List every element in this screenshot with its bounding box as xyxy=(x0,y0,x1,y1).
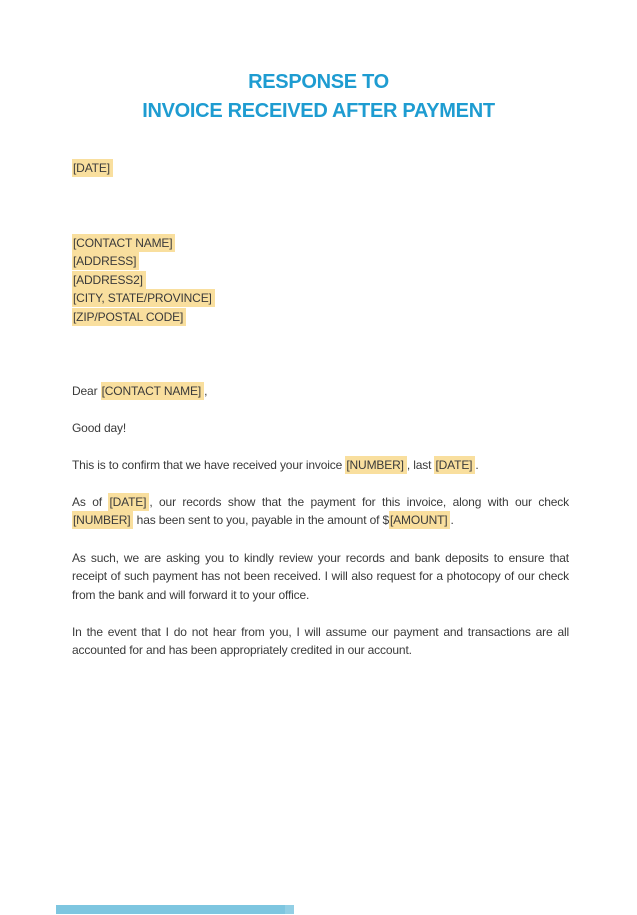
text-segment: This is to confirm that we have received your invoice xyxy=(72,458,346,472)
recipient-address-line xyxy=(72,252,569,270)
highlighted-placeholder: [ADDRESS] xyxy=(72,252,139,270)
highlighted-placeholder: [DATE] xyxy=(72,159,113,177)
text-segment: Good day! xyxy=(72,421,127,435)
salutation-line xyxy=(72,382,569,400)
recipient-address-block xyxy=(72,234,569,326)
paragraph-closing-assumption xyxy=(72,623,569,660)
text-segment: , our records show that the payment for this invoice, along with our check xyxy=(149,495,569,509)
highlighted-placeholder: [CITY, STATE/PROVINCE] xyxy=(72,289,215,307)
title-line-1: RESPONSE TO xyxy=(248,71,389,93)
text-segment: , last xyxy=(406,458,435,472)
recipient-zip-line xyxy=(72,308,569,326)
highlighted-placeholder: [ZIP/POSTAL CODE] xyxy=(72,308,186,326)
text-segment: . xyxy=(450,513,454,528)
paragraph-payment-records xyxy=(72,493,569,530)
date-placeholder-line xyxy=(72,159,569,177)
highlighted-placeholder: [NUMBER] xyxy=(72,511,133,529)
paragraph-invoice-confirmation xyxy=(72,456,569,474)
recipient-contact-name-line xyxy=(72,234,569,252)
highlighted-placeholder: [ADDRESS2] xyxy=(72,271,146,289)
greeting-line xyxy=(72,419,569,437)
highlighted-placeholder: [NUMBER] xyxy=(345,456,406,474)
text-segment: has been sent to you, payable in the amount of $ xyxy=(133,513,389,528)
text-segment: . xyxy=(475,458,479,472)
highlighted-placeholder: [CONTACT NAME] xyxy=(72,234,175,252)
text-segment: As such, we are asking you to kindly review your records and bank deposits to ensure that receipt of such payment has not been received. I will also request for a photocopy of our check from the bank and will forward it to your office. xyxy=(72,551,569,602)
text-segment: , xyxy=(204,384,208,398)
title-line-2: INVOICE RECEIVED AFTER PAYMENT xyxy=(142,100,495,122)
text-segment: In the event that I do not hear from you, I will assume our payment and transactions are all accounted for and has been appropriately credited in our account. xyxy=(72,625,569,658)
highlighted-placeholder: [DATE] xyxy=(108,493,149,511)
highlighted-placeholder: [AMOUNT] xyxy=(389,511,450,529)
letter-title xyxy=(0,68,637,126)
text-segment: As of xyxy=(72,495,109,509)
highlighted-placeholder: [CONTACT NAME] xyxy=(101,382,204,400)
recipient-address2-line xyxy=(72,271,569,289)
text-segment: Dear xyxy=(72,384,101,398)
highlighted-placeholder: [DATE] xyxy=(434,456,475,474)
footer-accent-bar xyxy=(56,905,285,914)
footer-accent-bar-tip xyxy=(285,905,294,914)
paragraph-review-request xyxy=(72,549,569,604)
recipient-city-state-line xyxy=(72,289,569,307)
